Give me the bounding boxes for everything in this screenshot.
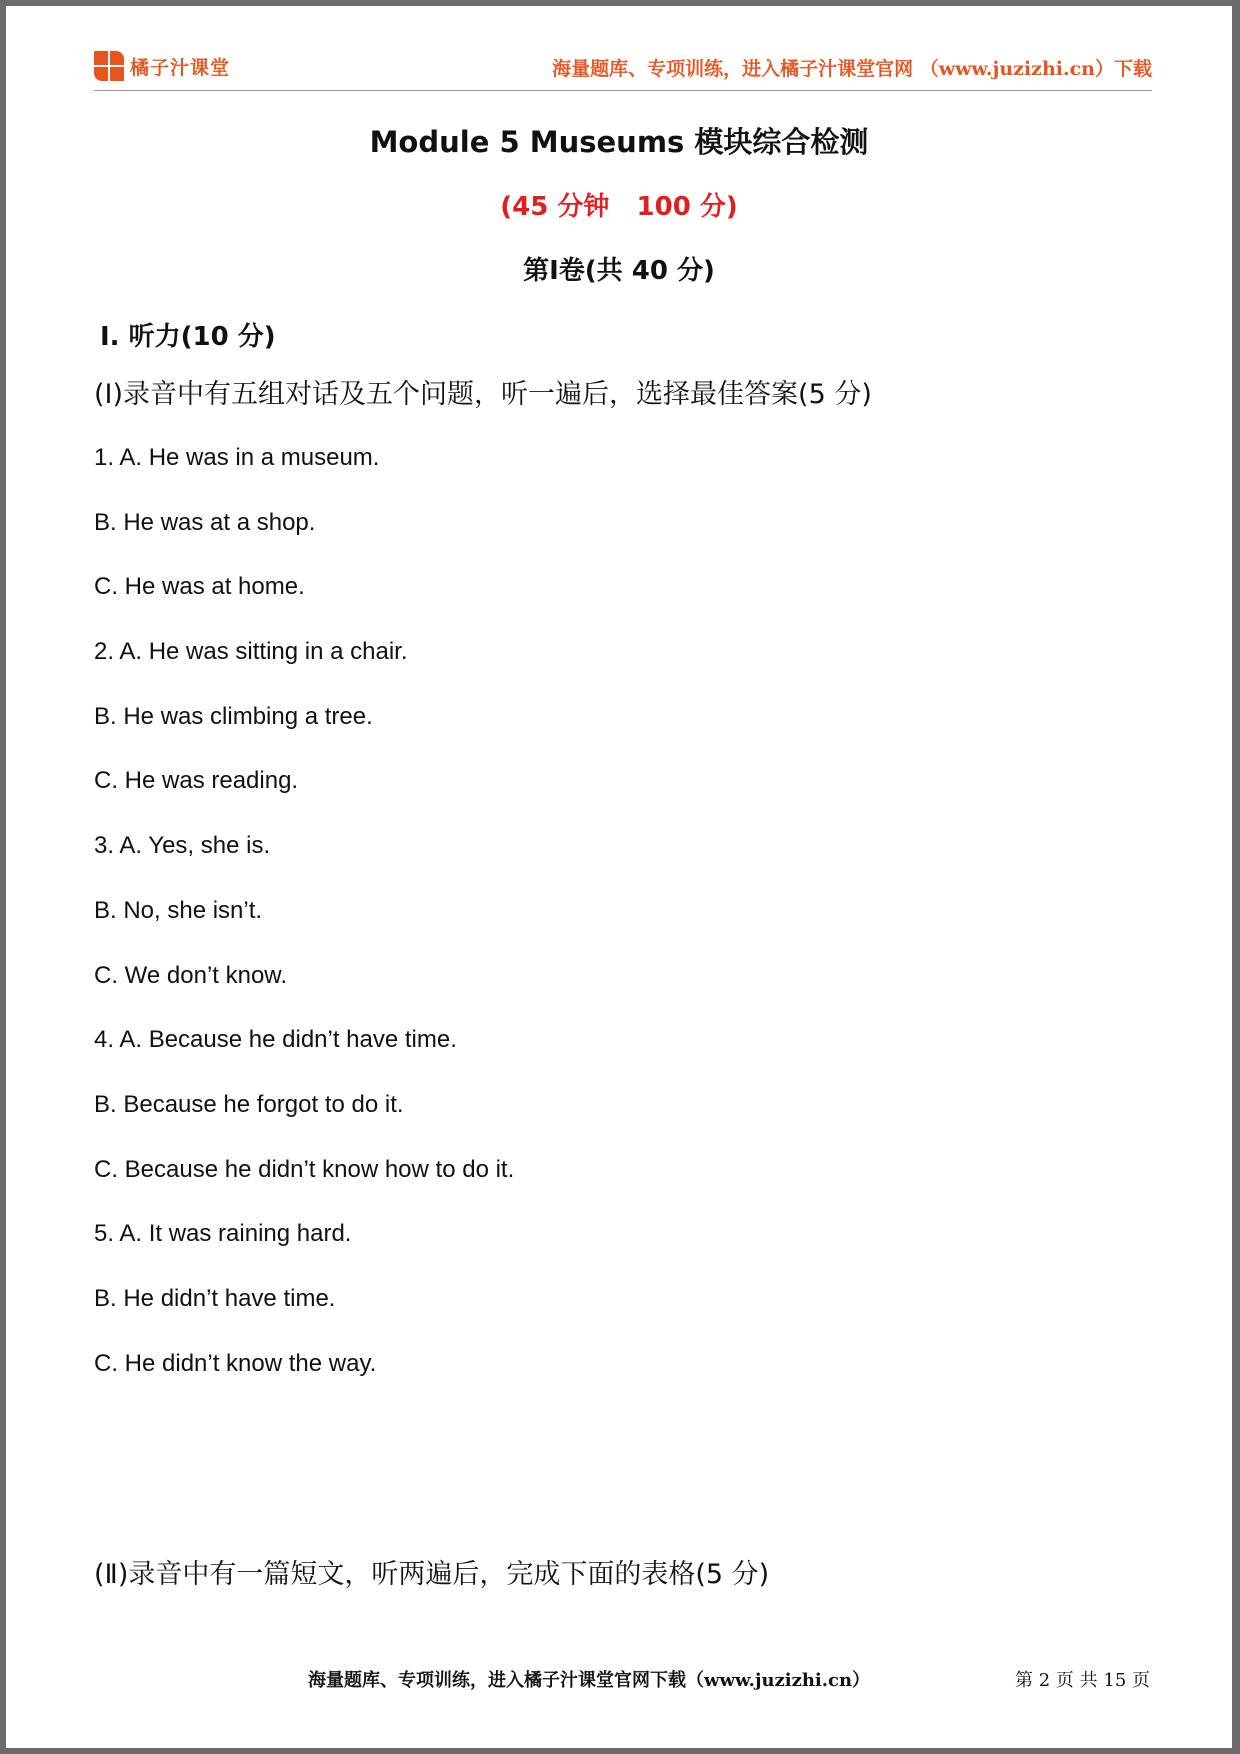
option-line: 3. A. Yes, she is. — [94, 832, 271, 860]
logo-text: 橘子汁课堂 — [130, 56, 231, 79]
option-line: C. He was reading. — [94, 767, 299, 795]
option-line: C. Because he didn’t know how to do it. — [94, 1155, 515, 1183]
part-title: 第Ⅰ卷(共 40 分) — [523, 256, 715, 286]
page-title: Module 5 Museums 模块综合检测 — [369, 125, 869, 159]
option-line: B. Because he forgot to do it. — [94, 1090, 404, 1118]
option-line: C. He didn’t know the way. — [94, 1349, 377, 1377]
option-line: C. We don’t know. — [94, 961, 287, 989]
section-heading-listening: Ⅰ. 听力(10 分) — [100, 322, 276, 352]
header-divider — [94, 90, 1152, 91]
instruction-part-2: (Ⅱ)录音中有一篇短文，听两遍后，完成下面的表格(5 分) — [94, 1559, 770, 1590]
option-line: 1. A. He was in a museum. — [94, 444, 380, 471]
option-line: B. He was climbing a tree. — [94, 702, 373, 730]
page-number: 第 2 页 共 15 页 — [1015, 1670, 1150, 1691]
header-slogan: 海量题库、专项训练，进入橘子汁课堂官网 （www.juzizhi.cn）下载 — [552, 58, 1152, 80]
question-options-list — [94, 444, 514, 1414]
option-line: 5. A. It was raining hard. — [94, 1220, 352, 1248]
brand-logo — [94, 48, 230, 84]
option-line: B. He didn’t have time. — [94, 1284, 336, 1312]
option-line: B. No, she isn’t. — [94, 896, 263, 924]
option-line: 2. A. He was sitting in a chair. — [94, 638, 408, 666]
option-line: 4. A. Because he didn’t have time. — [94, 1026, 457, 1054]
exam-duration-score: (45 分钟 100 分) — [500, 192, 738, 222]
logo-icon — [94, 51, 124, 81]
instruction-part-1: (Ⅰ)录音中有五组对话及五个问题，听一遍后，选择最佳答案(5 分) — [94, 379, 872, 410]
document-page — [6, 6, 1232, 1748]
option-line: B. He was at a shop. — [94, 508, 316, 536]
footer-text: 海量题库、专项训练，进入橘子汁课堂官网下载（www.juzizhi.cn） — [308, 1670, 871, 1691]
option-line: C. He was at home. — [94, 573, 305, 601]
